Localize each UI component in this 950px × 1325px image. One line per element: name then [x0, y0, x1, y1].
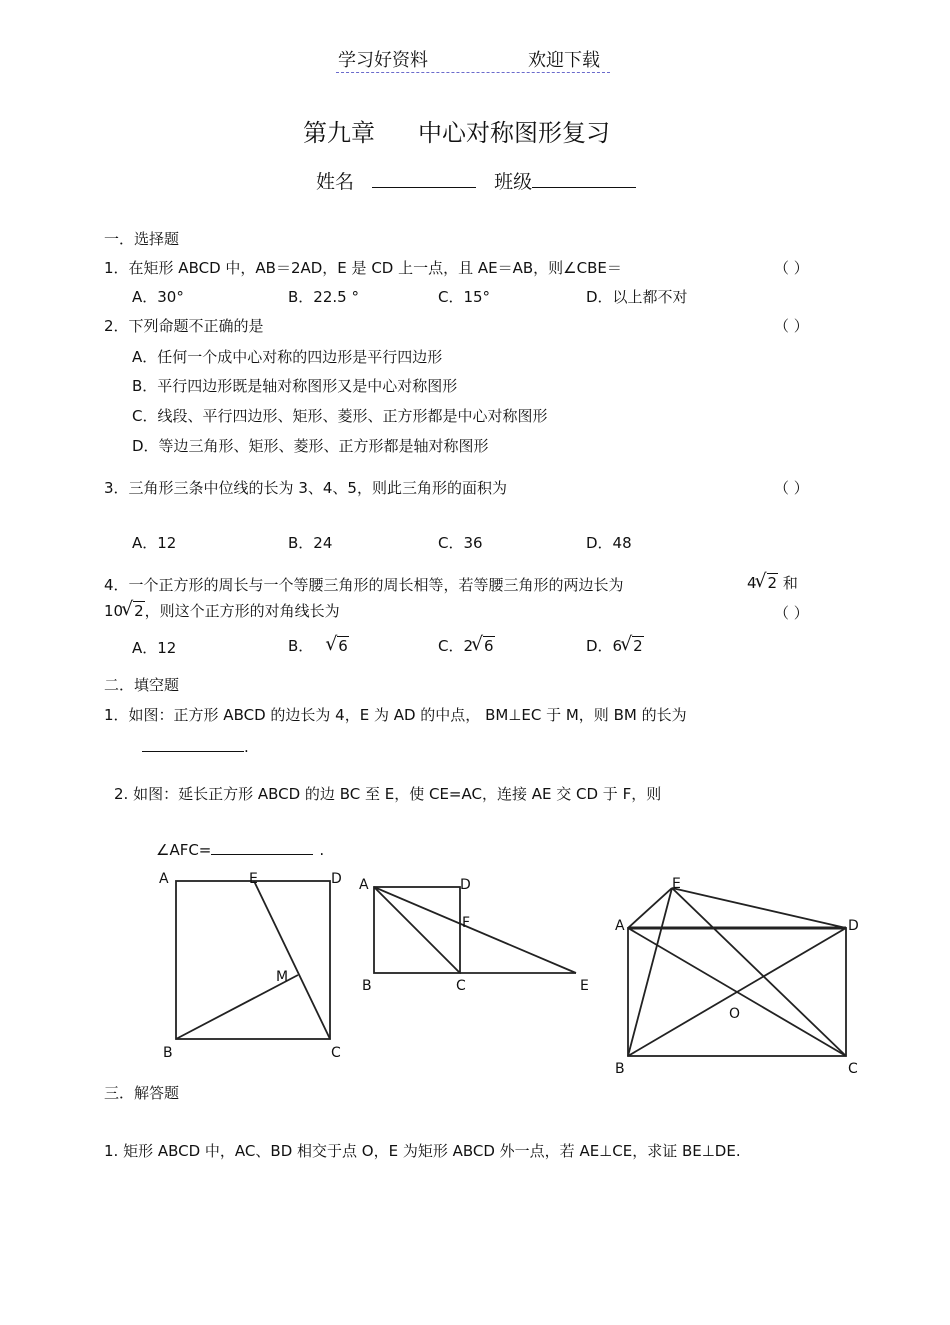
- fill-q1-blank: [142, 733, 244, 752]
- choice-q2-paren: （ ）: [774, 317, 809, 335]
- fig3-label-c: C: [848, 1061, 858, 1077]
- fig1-square: [176, 881, 330, 1039]
- choice-q2-option-c: C．线段、平行四边形、矩形、菱形、正方形都是中心对称图形: [132, 407, 548, 425]
- page-title: 中心对称图形复习: [418, 119, 610, 147]
- choice-q4-tail: [747, 572, 798, 593]
- section-fill: 二．填空题: [104, 676, 180, 694]
- figure-square-extended: [352, 870, 602, 1000]
- fig1-label-d: D: [331, 871, 342, 887]
- choice-q1-text: 1．在矩形 ABCD 中，AB＝2AD，E 是 CD 上一点，且 AE＝AB，则∠CBE＝: [104, 259, 622, 277]
- fill-q1-answer: .: [142, 733, 249, 756]
- fig2-label-e: E: [580, 978, 589, 994]
- sqrt-2-line2: √ 2: [121, 598, 144, 620]
- choice-q1-paren: （ ）: [774, 259, 809, 277]
- q4-line2-coef: 10: [104, 602, 124, 620]
- fig3-line-ed: [672, 888, 846, 928]
- choice-q3-option-a: A．12: [132, 534, 177, 552]
- choice-q2-option-a: A．任何一个成中心对称的四边形是平行四边形: [132, 348, 443, 366]
- choice-q2-text: 2．下列命题不正确的是: [104, 317, 264, 335]
- class-blank: [532, 169, 636, 188]
- fig3-line-eb: [628, 888, 672, 1056]
- fig2-label-f: F: [462, 915, 471, 931]
- q4-tail-coef: 4: [747, 574, 757, 592]
- fig1-line-ec: [254, 881, 330, 1039]
- fig2-line-ac: [374, 887, 460, 973]
- name-label: 姓名: [316, 171, 355, 193]
- choice-q1-option-c: C．15°: [438, 288, 491, 306]
- fig3-label-a: A: [615, 918, 625, 934]
- header-left: 学习好资料: [338, 50, 428, 71]
- sqrt-2-d: √ 2: [620, 633, 643, 655]
- sqrt-6-b: √ 6: [325, 633, 348, 655]
- fig2-label-c: C: [456, 978, 466, 994]
- choice-q2-option-b: B．平行四边形既是轴对称图形又是中心对称图形: [132, 377, 458, 395]
- choice-q3-text: 3．三角形三条中位线的长为 3、4、5，则此三角形的面积为: [104, 479, 507, 497]
- fig1-label-b: B: [163, 1045, 173, 1061]
- choice-q4-option-a: A．12: [132, 639, 177, 657]
- q4-line2-text: ，则这个正方形的对角线长为: [144, 602, 340, 620]
- choice-q4-line2: [104, 600, 340, 621]
- sqrt-2-tail: √ 2: [754, 570, 778, 592]
- sqrt-6-c: √ 6: [471, 633, 494, 655]
- choice-q3-option-c: C．36: [438, 534, 483, 552]
- choice-q2-option-d: D．等边三角形、矩形、菱形、正方形都是轴对称图形: [132, 437, 489, 455]
- fig1-label-e: E: [249, 871, 258, 887]
- section-choice: 一．选择题: [104, 230, 180, 248]
- section-solve: 三．解答题: [104, 1084, 180, 1102]
- name-blank: [372, 169, 476, 188]
- header-divider: [336, 72, 610, 73]
- header-right: 欢迎下载: [528, 50, 600, 71]
- figure-square-bm: [150, 864, 360, 1064]
- solve-q1-text: 1. 矩形 ABCD 中，AC、BD 相交于点 O，E 为矩形 ABCD 外一点，若 AE⊥CE，求证 BE⊥DE.: [104, 1142, 741, 1160]
- choice-q4-option-b: B． √ 6: [288, 633, 348, 655]
- choice-q4-option-d: D．6 √ 2: [586, 633, 643, 655]
- fig3-label-b: B: [615, 1061, 625, 1077]
- fig3-label-e: E: [672, 876, 681, 892]
- choice-q1-option-d: D．以上都不对: [586, 288, 688, 306]
- name-line: [316, 167, 636, 194]
- fill-q1-text: 1．如图：正方形 ABCD 的边长为 4，E 为 AD 的中点， BM⊥EC 于 M，则 BM 的长为: [104, 706, 687, 724]
- class-label: 班级: [494, 171, 533, 193]
- fig3-line-ec: [672, 888, 846, 1056]
- choice-q4-paren: （ ）: [774, 604, 809, 622]
- choice-q1-option-b: B．22.5 °: [288, 288, 359, 306]
- fig2-label-d: D: [460, 877, 471, 893]
- fig2-label-b: B: [362, 978, 372, 994]
- fig3-label-o: O: [729, 1006, 741, 1022]
- chapter-label: 第九章: [303, 119, 375, 147]
- fig1-label-a: A: [159, 871, 169, 887]
- fig2-label-a: A: [359, 877, 369, 893]
- fig3-label-d: D: [848, 918, 859, 934]
- fill-q2-text: 2. 如图：延长正方形 ABCD 的边 BC 至 E，使 CE=AC，连接 AE 交 CD 于 F，则: [114, 785, 662, 803]
- fig1-label-m: M: [276, 969, 289, 985]
- q4-tail-and: 和: [782, 574, 798, 592]
- choice-q3-option-b: B．24: [288, 534, 333, 552]
- choice-q4-option-c: C．2 √ 6: [438, 633, 494, 655]
- choice-q3-option-d: D．48: [586, 534, 632, 552]
- fig2-line-ae: [374, 887, 576, 973]
- fig3-line-ea: [628, 888, 672, 928]
- fill-q2-answer: ∠AFC= .: [156, 836, 324, 859]
- fig1-label-c: C: [331, 1045, 341, 1061]
- choice-q3-paren: （ ）: [774, 479, 809, 497]
- figure-rectangle-proof: [610, 870, 870, 1082]
- choice-q1-option-a: A．30°: [132, 288, 184, 306]
- choice-q4-text: 4．一个正方形的周长与一个等腰三角形的周长相等，若等腰三角形的两边长为: [104, 576, 624, 594]
- fill-q2-blank: [211, 836, 313, 855]
